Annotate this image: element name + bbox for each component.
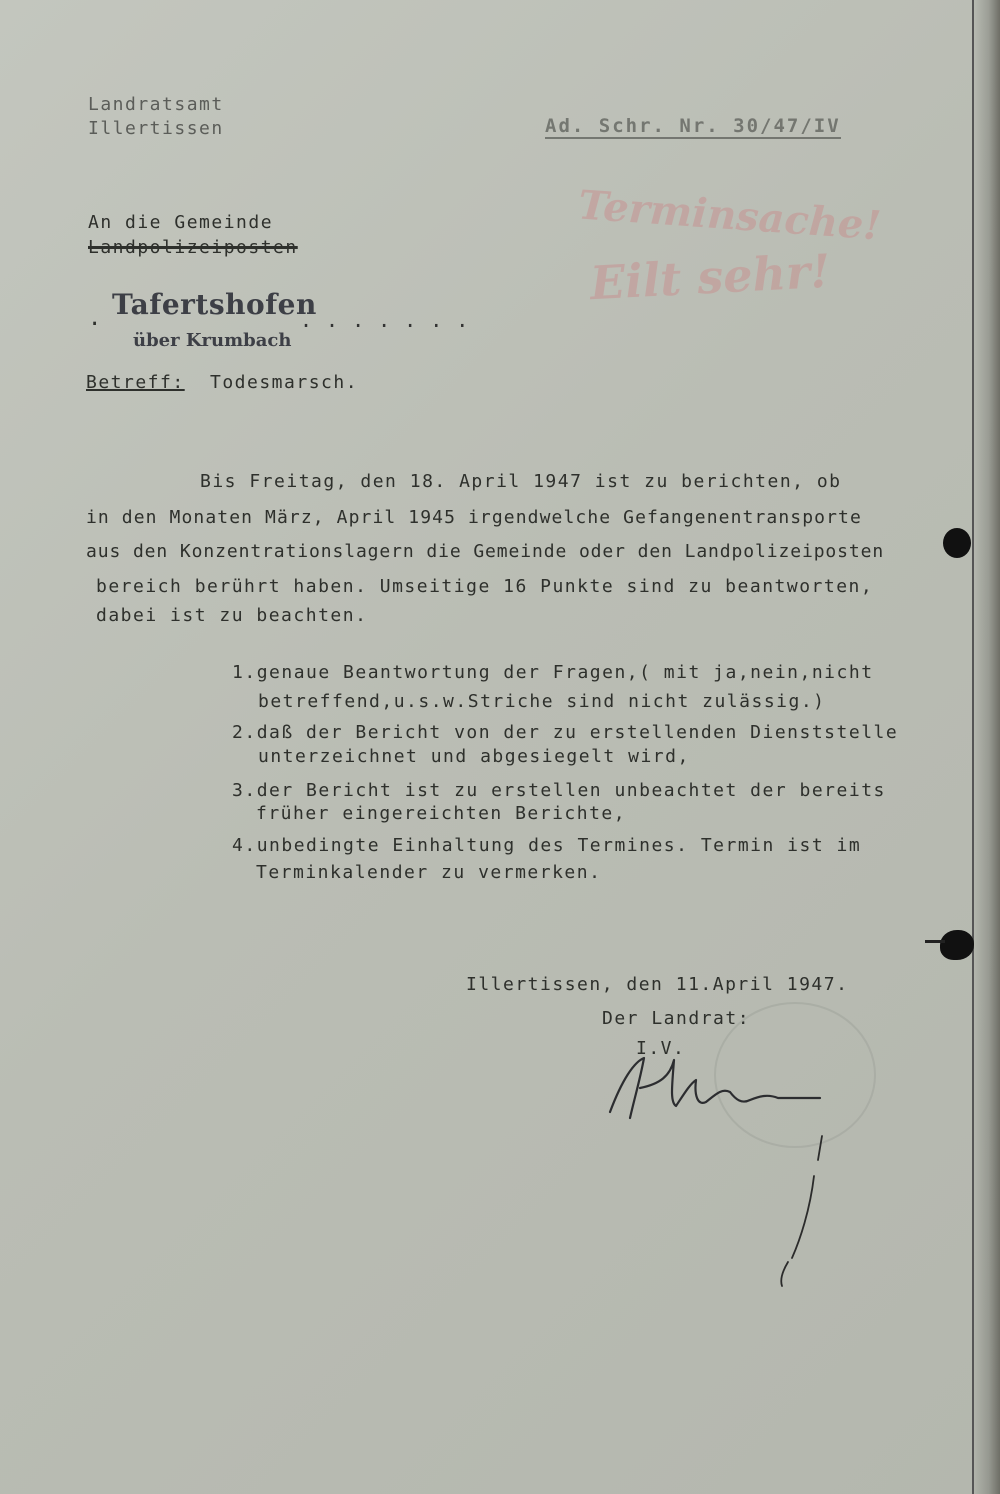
signature bbox=[600, 1040, 840, 1130]
sender-line-2: Illertissen bbox=[88, 118, 224, 139]
list-item-1-line-2: betreffend,u.s.w.Striche sind nicht zulässig.) bbox=[258, 691, 826, 712]
body-line-1: Bis Freitag, den 18. April 1947 ist zu berichten, ob bbox=[200, 471, 842, 492]
page-edge-line bbox=[972, 0, 974, 1494]
sender-line-1: Landratsamt bbox=[88, 94, 224, 115]
body-line-5: dabei ist zu beachten. bbox=[96, 605, 368, 626]
list-item-number: 4. bbox=[232, 835, 257, 856]
recipient-line-2: Landpolizeiposten bbox=[88, 237, 298, 258]
dotted-fill-line: ....... bbox=[300, 308, 483, 332]
body-line-3: aus den Konzentrationslagern die Gemeinde oder den Landpolizeiposten bbox=[86, 541, 885, 562]
red-stamp-line-1: Terminsache! bbox=[576, 181, 883, 250]
list-item-number: 1. bbox=[232, 662, 257, 683]
ink-smudge bbox=[925, 940, 945, 943]
pencil-stroke bbox=[770, 1130, 830, 1290]
list-item-text: daß der Bericht von der zu erstellenden Dienststelle bbox=[256, 722, 899, 743]
list-item-text: genaue Beantwortung der Fragen,( mit ja,nein,nicht bbox=[256, 662, 874, 683]
place-stamp-line-1: Tafertshofen bbox=[112, 288, 317, 321]
list-item-3 bbox=[232, 780, 886, 801]
list-item-2-line-2: unterzeichnet und abgesiegelt wird, bbox=[258, 746, 690, 767]
list-item-1 bbox=[232, 662, 874, 683]
list-item-number: 2. bbox=[232, 722, 257, 743]
subject-value: Todesmarsch. bbox=[210, 372, 359, 393]
subject-label: Betreff: bbox=[86, 372, 185, 393]
punch-hole-lower bbox=[940, 930, 974, 960]
closing-title: Der Landrat: bbox=[602, 1008, 751, 1029]
list-item-text: unbedingte Einhaltung des Termines. Termin ist im bbox=[256, 835, 862, 856]
list-item-2 bbox=[232, 722, 898, 743]
list-item-3-line-2: früher eingereichten Berichte, bbox=[256, 803, 627, 824]
page-edge-shadow bbox=[972, 0, 1000, 1494]
body-line-4: bereich berührt haben. Umseitige 16 Punkte sind zu beantworten, bbox=[96, 576, 874, 597]
closing-place-date: Illertissen, den 11.April 1947. bbox=[466, 974, 849, 995]
closing-iv: I.V. bbox=[636, 1038, 686, 1059]
body-line-2: in den Monaten März, April 1945 irgendwelche Gefangenentransporte bbox=[86, 507, 862, 528]
reference-number: Ad. Schr. Nr. 30/47/IV bbox=[545, 115, 841, 137]
stamp-leading-dot: . bbox=[88, 306, 103, 331]
red-stamp-line-2: Eilt sehr! bbox=[588, 243, 832, 311]
list-item-number: 3. bbox=[232, 780, 257, 801]
list-item-text: der Bericht ist zu erstellen unbeachtet der bereits bbox=[256, 780, 886, 801]
recipient-line-1: An die Gemeinde bbox=[88, 212, 274, 233]
list-item-4 bbox=[232, 835, 861, 856]
punch-hole-upper bbox=[943, 528, 971, 558]
list-item-4-line-2: Terminkalender zu vermerken. bbox=[256, 862, 602, 883]
place-stamp-line-2: über Krumbach bbox=[133, 330, 292, 351]
